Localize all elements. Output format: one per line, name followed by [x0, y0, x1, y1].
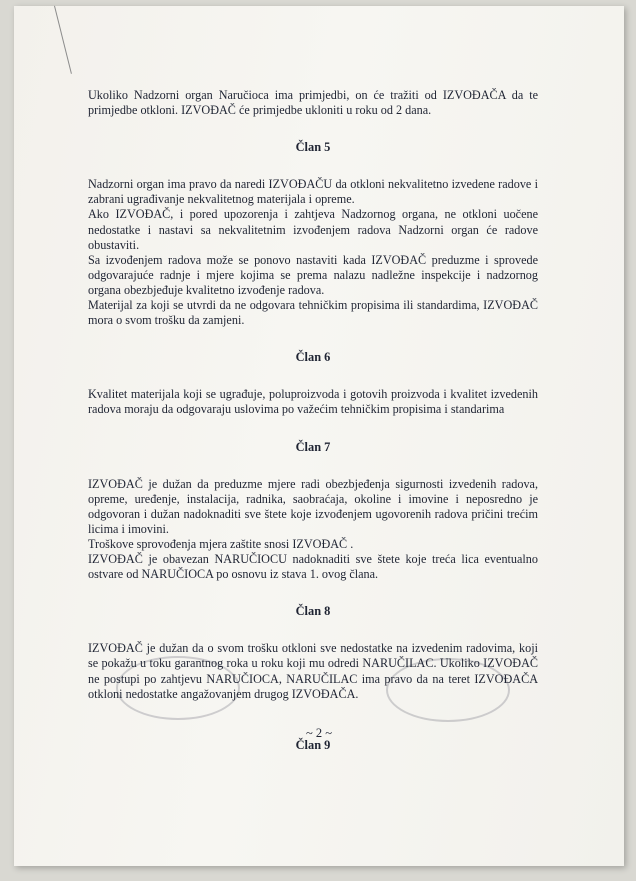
clan7-paragraph-2: Troškove sprovođenja mjera zaštite snosi IZVOĐAČ . [88, 536, 354, 551]
clan8-heading: Član 8 [295, 604, 331, 619]
clan7-paragraph-1: IZVOĐAČ je dužan da preduzme mjere radi obezbjeđenja sigurnosti izvedenih radova, opreme, uređenje, instalacija, radnika, saobraćaja, okoline i imovine i neposredno je odgovoran i dužan nadoknaditi sve štete koje izvođenjem ugovorenih radova pričini trećim licima i imovini. [88, 476, 538, 536]
clan6-heading: Član 6 [295, 350, 331, 365]
document-page [14, 6, 624, 866]
clan7-heading: Član 7 [295, 439, 331, 454]
clan6-paragraph-1: Kvalitet materijala koji se ugrađuje, poluproizvoda i gotovih proizvoda i kvalitet izvedenih radova moraju da odgovaraju uslovima po važećim tehničkim propisima i standarima [88, 387, 538, 417]
clan5-paragraph-3: Sa izvođenjem radova može se ponovo nastaviti kada IZVOĐAČ preduzme i sprovede odgovarajuće radnje i mjere kojima se prema nalazu nadležne inspekcije i nadzornog organa obezbjeđuje kvalitetno izvođenje radova. [88, 252, 538, 297]
clan9-heading: Član 9 [295, 737, 331, 752]
clan5-paragraph-2: Ako IZVOĐAČ, i pored upozorenja i zahtjeva Nadzornog organa, ne otkloni uočene nedostatke i nastavi sa nekvalitetnim izvođenjem radova Nadzorni organ će radove obustaviti. [88, 207, 538, 252]
intro-paragraph: Ukoliko Nadzorni organ Naručioca ima primjedbi, on će tražiti od IZVOĐAČA da te primjedbe otkloni. IZVOĐAČ će primjedbe ukloniti u roku od 2 dana. [88, 88, 538, 118]
page-number: ~ 2 ~ [305, 726, 333, 740]
clan5-paragraph-4: Materijal za koji se utvrdi da ne odgovara tehničkim propisima ili standardima, IZVOĐAČ mora o svom trošku da zamjeni. [88, 298, 538, 328]
clan8-paragraph-1: IZVOĐAČ je dužan da o svom trošku otkloni sve nedostatke na izvedenim radovima, koji se pokažu u toku garantnog roka u roku koji mu odredi NARUČILAC. Ukoliko IZVOĐAČ ne postupi po zahtjevu NARUČIOCA, NARUČILAC ima pravo da na teret IZVOĐAČA otkloni nedostatke angažovanjem drugog IZVOĐAČA. [88, 641, 538, 701]
page-fold-mark [54, 6, 72, 74]
clan5-heading: Član 5 [295, 140, 331, 155]
clan7-paragraph-3: IZVOĐAČ je obavezan NARUČIOCU nadoknaditi sve štete koje treća lica eventualno ostvare od NARUČIOCA po osnovu iz stava 1. ovog člana. [88, 552, 538, 582]
clan5-paragraph-1: Nadzorni organ ima pravo da naredi IZVOĐAČU da otkloni nekvalitetno izvedene radove i zabrani ugrađivanje nekvalitetnog materijala i opreme. [88, 177, 538, 207]
document-body [88, 88, 538, 753]
